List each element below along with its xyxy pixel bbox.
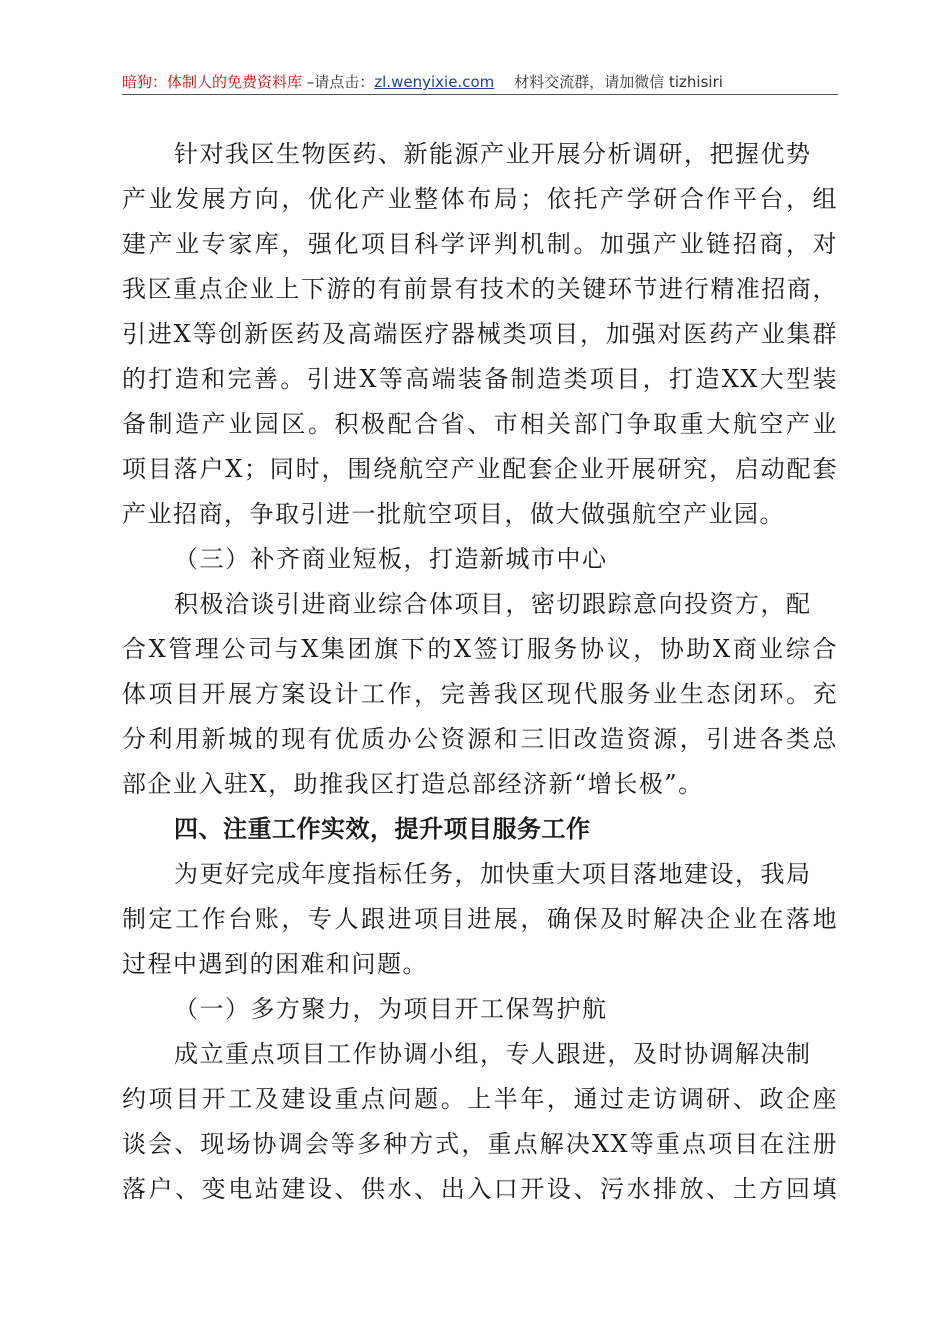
header-contact: 材料交流群，请加微信 tizhisiri (514, 73, 723, 91)
body-line: 引进X等创新医药及高端医疗器械类项目，加强对医药产业集群 (122, 320, 838, 348)
body-line: 我区重点企业上下游的有前景有技术的关键环节进行精准招商， (122, 275, 838, 303)
body-line: 谈会、现场协调会等多种方式，重点解决XX等重点项目在注册 (122, 1130, 838, 1158)
body-line: 建产业专家库，强化项目科学评判机制。加强产业链招商，对 (122, 230, 838, 258)
body-line: 产业发展方向，优化产业整体布局；依托产学研合作平台，组 (122, 185, 838, 213)
header-url-link[interactable]: zl.wenyixie.com (374, 73, 495, 91)
body-line: 成立重点项目工作协调小组，专人跟进，及时协调解决制 (174, 1040, 812, 1068)
body-line: 过程中遇到的困难和问题。 (122, 950, 428, 978)
body-line: 落户、变电站建设、供水、出入口开设、污水排放、土方回填 (122, 1175, 838, 1203)
body-line: 部企业入驻X，助推我区打造总部经济新“增长极”。 (122, 770, 704, 798)
body-line: 制定工作台账，专人跟进项目进展，确保及时解决企业在落地 (122, 905, 838, 933)
body-line: 合X管理公司与X集团旗下的X签订服务协议，协助X商业综合 (122, 635, 838, 663)
section-heading: （一）多方聚力，为项目开工保驾护航 (174, 995, 608, 1023)
chapter-heading: 四、注重工作实效，提升项目服务工作 (174, 815, 591, 843)
header-separator: –请点击： (302, 73, 375, 91)
body-line: 产业招商，争取引进一批航空项目，做大做强航空产业园。 (122, 500, 785, 528)
body-line: 的打造和完善。引进X等高端装备制造类项目，打造XX大型装 (122, 365, 838, 393)
body-line: 约项目开工及建设重点问题。上半年，通过走访调研、政企座 (122, 1085, 838, 1113)
body-line: 分利用新城的现有优质办公资源和三旧改造资源，引进各类总 (122, 725, 838, 753)
body-line: 备制造产业园区。积极配合省、市相关部门争取重大航空产业 (122, 410, 838, 438)
body-line: 为更好完成年度指标任务，加快重大项目落地建设，我局 (174, 860, 812, 888)
body-line: 针对我区生物医药、新能源产业开展分析调研，把握优势 (174, 140, 812, 168)
header-site-name: 暗狗：体制人的免费资料库 (122, 73, 303, 91)
section-heading: （三）补齐商业短板，打造新城市中心 (174, 545, 608, 573)
page-header (122, 70, 838, 94)
body-line: 项目落户X；同时，围绕航空产业配套企业开展研究，启动配套 (122, 455, 838, 483)
body-line: 积极洽谈引进商业综合体项目，密切跟踪意向投资方，配 (174, 590, 812, 618)
body-line: 体项目开展方案设计工作，完善我区现代服务业生态闭环。充 (122, 680, 838, 708)
header-divider (122, 94, 838, 95)
